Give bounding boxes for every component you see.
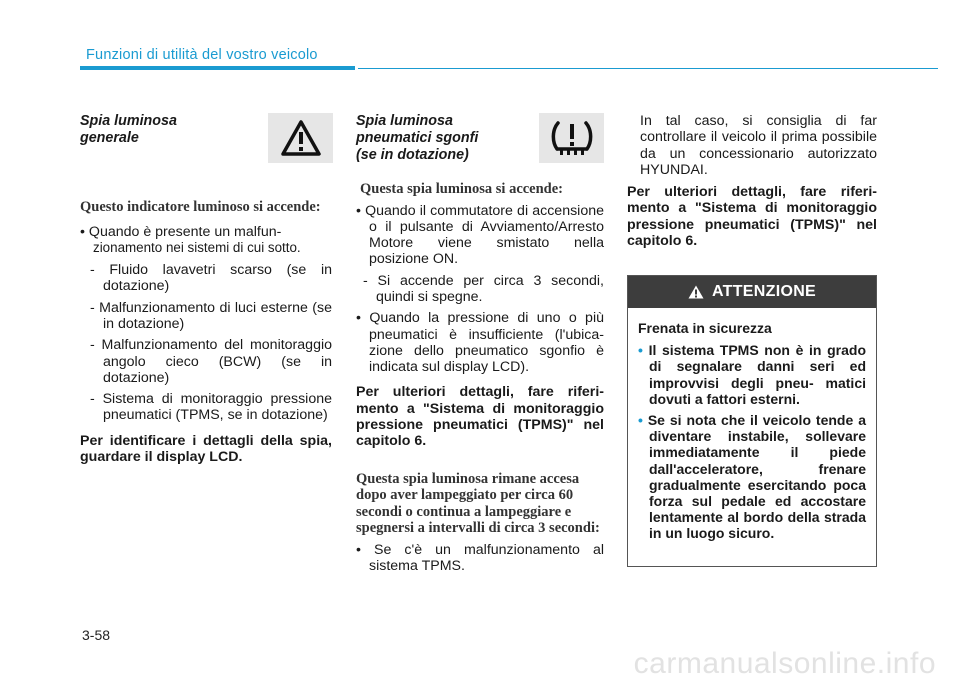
continued-paragraph: In tal caso, si consiglia di far controllare il veicolo il prima possibile da un concessionario autorizzato HYUNDAI. xyxy=(640,113,877,178)
header-accent-bar xyxy=(80,66,355,70)
general-warning-subhead: Questo indicatore luminoso si accende: xyxy=(80,199,321,215)
tpms-dash-item: - Si accende per circa 3 secondi, quindi si spegne. xyxy=(363,272,604,305)
list-item: - Malfunzionamento del monitoraggio angolo cieco (BCW) (se in dotazione) xyxy=(90,337,332,386)
caution-bullet: • Se si nota che il veicolo tende a diventare instabile, sollevare immediatamente il piede dall'acceleratore, frenare gradualmente esercitando poca forza sul pedale ed accostare lentamente al bordo della strada in un luogo sicuro. xyxy=(638,412,866,542)
watermark: carmanualsonline.info xyxy=(633,647,936,680)
tpms-warning-title: Spia luminosa pneumatici sgonfi (se in dotazione) xyxy=(356,113,479,163)
column-tpms-warning xyxy=(356,113,604,574)
tpms-subhead-blinking: Questa spia luminosa rimane accesa dopo aver lampeggiato per circa 60 secondi o continua a lampeggiare e spegnersi a intervalli di circa 3 secondi: xyxy=(356,470,600,537)
tpms-bullet: • Quando il commutatore di accensione o il pulsante di Avviamento/Arresto Motore viene smistato nella posizione ON. xyxy=(356,202,604,268)
tpms-bullet: • Quando la pressione di uno o più pneumatici è insufficiente (l'ubica- zione dello pneumatico sgonfio è indicata sul display LCD). xyxy=(356,310,604,376)
tpms-icon-box xyxy=(539,113,604,163)
tpms-note: Per ulteriori dettagli, fare riferi- mento a "Sistema di monitoraggio pressione pneumatici (TPMS)" nel capitolo 6. xyxy=(356,384,604,450)
caution-label: ATTENZIONE xyxy=(711,283,817,300)
section-header-title: Funzioni di utilità del vostro veicolo xyxy=(86,47,318,63)
page-number: 3-58 xyxy=(82,627,111,643)
caution-box xyxy=(627,275,877,567)
bullet-dot: • xyxy=(638,342,643,359)
warning-triangle-icon xyxy=(688,285,704,299)
caution-body xyxy=(628,308,876,542)
list-item: - Sistema di monitoraggio pressione pneumatici (TPMS, se in dotazione) xyxy=(90,391,332,424)
general-warning-bullet: • Quando è presente un malfun- zionamento nei sistemi di cui sotto. xyxy=(80,223,301,255)
general-warning-note: Per identificare i dettagli della spia, guardare il display LCD. xyxy=(80,432,332,466)
header-rule xyxy=(358,68,938,69)
tpms-bullet: • Se c'è un malfunzionamento al sistema TPMS. xyxy=(356,541,604,574)
tire-pressure-icon xyxy=(549,118,595,158)
general-warning-icon-box xyxy=(268,113,333,163)
general-warning-title: Spia luminosa generale xyxy=(80,113,177,146)
caution-bullet: • Il sistema TPMS non è in grado di segnalare danni seri ed improvvisi degli pneu- matici dovuti a fattori esterni. xyxy=(638,342,866,407)
list-item: - Fluido lavavetri scarso (se in dotazione) xyxy=(90,262,332,295)
tpms-subhead: Questa spia luminosa si accende: xyxy=(360,181,564,197)
bullet-dot: • xyxy=(638,412,643,429)
caution-header xyxy=(628,276,876,308)
warning-triangle-icon xyxy=(281,120,321,156)
column-continued xyxy=(627,113,877,249)
list-item: - Malfunzionamento di luci esterne (se in dotazione) xyxy=(90,299,332,332)
column-general-warning xyxy=(80,113,332,465)
caution-heading: Frenata in sicurezza xyxy=(638,320,772,336)
continued-note: Per ulteriori dettagli, fare riferi- mento a "Sistema di monitoraggio pressione pneumatici (TPMS)" nel capitolo 6. xyxy=(627,184,877,250)
